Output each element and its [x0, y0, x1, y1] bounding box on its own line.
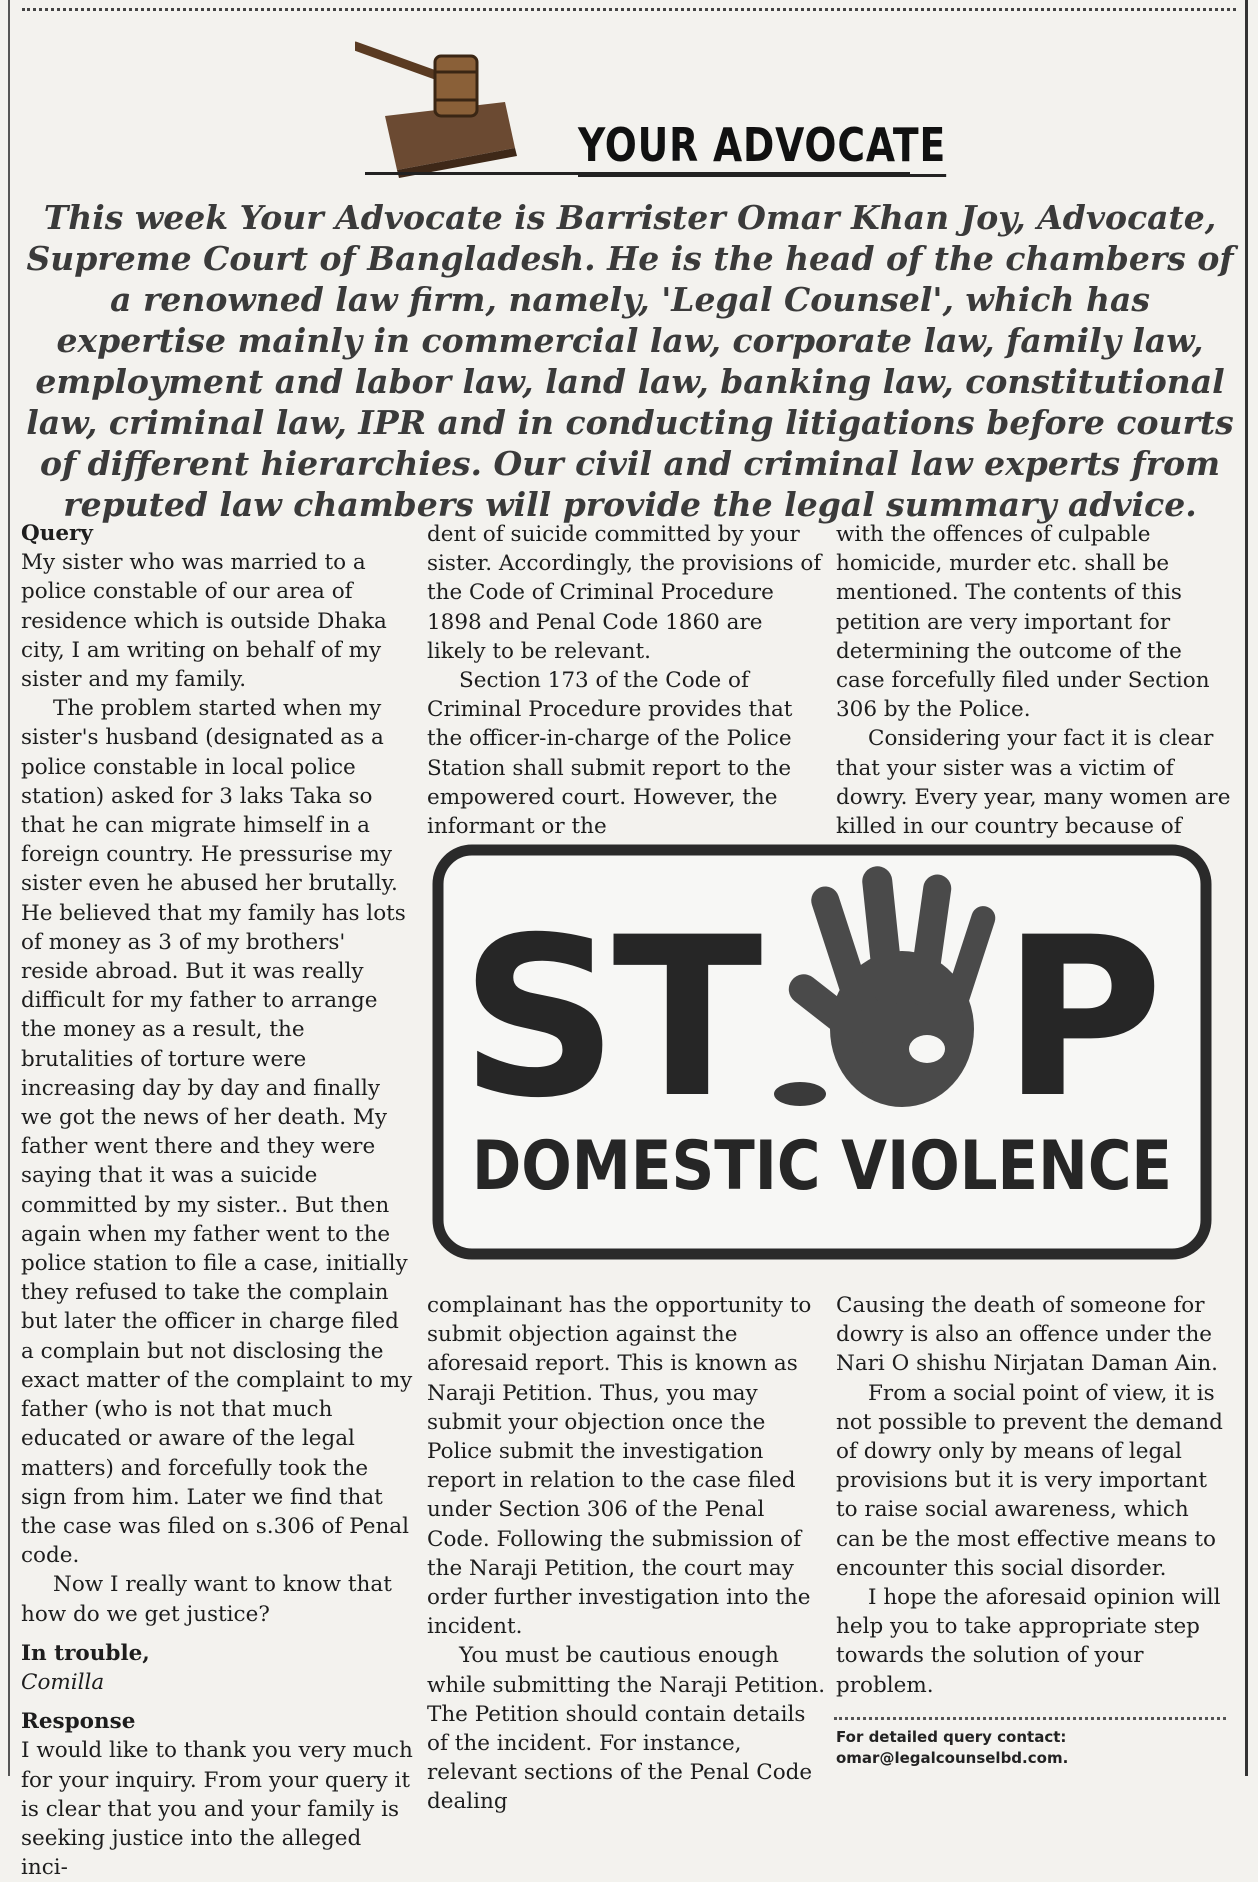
response-col3-bottom-p3: I hope the aforesaid opinion will help you to take appropriate step towards the solution of your problem.	[836, 1585, 1221, 1698]
response-col3-bottom-p1: Causing the death of someone for dowry is also an offence under the Nari O shishu Nirjatan Daman Ain.	[836, 1293, 1219, 1377]
response-col3-bottom-p2: From a social point of view, it is not possible to prevent the demand of dowry only by means of legal provisions but it is very important to raise social awareness, which can be the most effective means to encounter this social disorder.	[836, 1380, 1223, 1581]
query-paragraph-3: Now I really want to know that how do we get justice?	[21, 1572, 392, 1627]
contact-dotted-rule	[834, 1717, 1226, 1720]
intro-paragraph: This week Your Advocate is Barrister Omar Khan Joy, Advocate, Supreme Court of Bangladesh. He is the head of the chambers of a renowned law firm, namely, 'Legal Counsel', which has expertise mainly in commercial law, corporate law, family law, employment and labor law, land law, banking law, constitutional law, criminal law, IPR and in conducting litigations before courts of different hierarchies. Our civil and criminal law experts from reputed law chambers will provide the legal summary advice.	[26, 198, 1234, 524]
query-heading: Query	[21, 521, 93, 546]
contact-label: For detailed query contact:	[836, 1728, 1067, 1746]
section-title: YOUR ADVOCATE	[578, 118, 946, 177]
gavel-icon	[355, 38, 575, 178]
query-place: Comilla	[21, 1669, 105, 1695]
contact-block	[836, 1727, 1226, 1769]
column-3-top	[836, 520, 1234, 870]
response-col2-bottom-p1: complainant has the opportunity to submit objection against the aforesaid report. This is known as Naraji Petition. Thus, you may submit your objection once the Police submit the investigation report in relation to the case filed under Section 306 of the Penal Code. Following the submission of the Naraji Petition, the court may order further investigation into the incident.	[427, 1293, 812, 1640]
response-col2-bottom-p2: You must be cautious enough while submitting the Naraji Petition. The Petition should contain details of the incident. For instance, relevant sections of the Penal Code dealing	[427, 1643, 826, 1815]
response-col3-top-p1: with the offences of culpable homicide, murder etc. shall be mentioned. The contents of this petition are very important for determining the outcome of the case forcefully filed under Section 306 by the Police.	[836, 522, 1210, 723]
column-1	[21, 519, 413, 1882]
query-paragraph-2: The problem started when my sister's husband (designated as a police constable in local police station) asked for 3 laks Taka so that he can migrate himself in a foreign country. He pressurise my sister even he abused her brutally. He believed that my family has lots of money as 3 of my brothers' reside abroad. But it was really difficult for my father to arrange the money as a result, the brutalities of torture were increasing day by day and finally we got the news of her death. My father went there and they were saying that it was a suicide committed by my sister.. But then again when my father went to the police station to file a case, initially they refused to take the complain but later the officer in charge filed a complain but not disclosing the exact matter of the complaint to my father (who is not that much educated or aware of the legal matters) and forcefully took the sign from him. Later we find that the case was filed on s.306 of Penal code.	[21, 696, 413, 1569]
contact-email[interactable]: omar@legalcounselbd.com.	[836, 1749, 1069, 1767]
column-2-top	[427, 520, 827, 841]
banner-word-p: P	[1002, 890, 1164, 1146]
query-signoff: In trouble,	[21, 1640, 150, 1666]
column-2-bottom	[427, 1291, 827, 1817]
title-underline	[365, 172, 910, 175]
top-dotted-rule	[22, 8, 1236, 11]
query-paragraph-1: My sister who was married to a police constable of our area of residence which is outside Dhaka city, I am writing on behalf of my sister and my family.	[21, 550, 387, 693]
banner-word-st: ST	[460, 890, 757, 1146]
column-3-bottom	[836, 1291, 1234, 1700]
response-paragraph-1: I would like to thank you very much for your inquiry. From your query it is clear that you and your family is seeking justice into the alleged inci-	[21, 1738, 413, 1881]
response-heading: Response	[21, 1709, 136, 1735]
response-col2-top-p1: dent of suicide committed by your sister. Accordingly, the provisions of the Code of Criminal Procedure 1898 and Penal Code 1860 are likely to be relevant.	[427, 522, 822, 664]
stop-domestic-violence-image	[432, 844, 1212, 1260]
response-col2-top-p2: Section 173 of the Code of Criminal Procedure provides that the officer-in-charge of the Police Station shall submit report to the empowered court. However, the informant or the	[427, 668, 793, 840]
response-col3-top-p2: Considering your fact it is clear that your sister was a victim of dowry. Every year, many women are killed in our country because of	[836, 726, 1231, 840]
banner-subtitle: DOMESTIC VIOLENCE	[472, 1127, 1172, 1206]
